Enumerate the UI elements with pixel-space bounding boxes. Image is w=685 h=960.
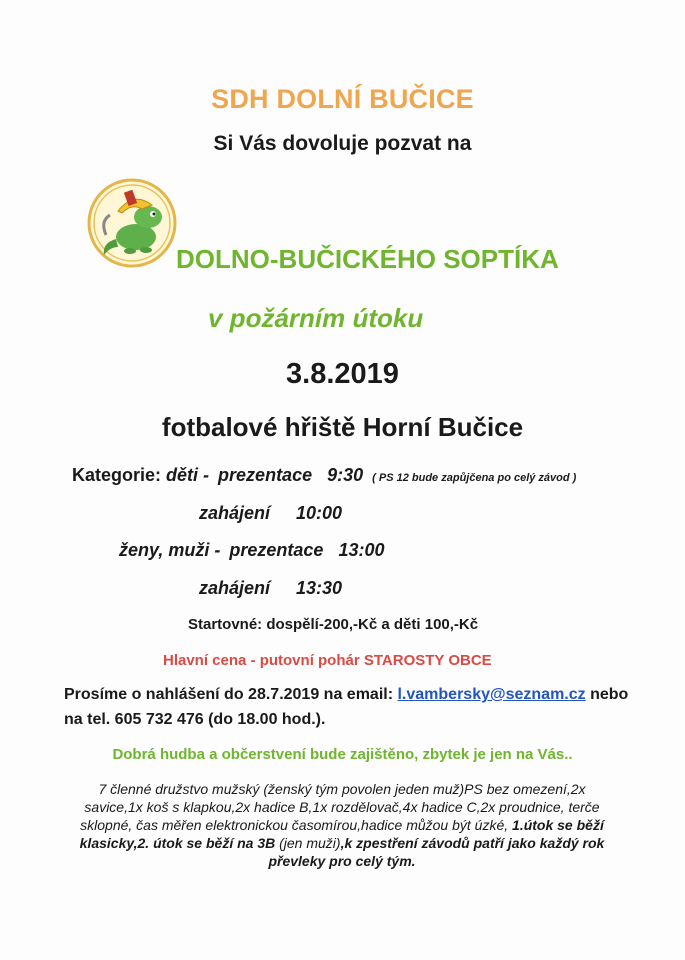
rules-text-1: 7 členné družstvo mužský (ženský tým povolen jeden muž)PS bez omezení,2x savice,1x koš s klapkou,2x hadice B,1x rozdělovač,4x hadice C,2x proudnice, terče sklopné, čas měřen elektronickou časomírou,hadice můžou být úzké,: [80, 781, 600, 833]
kids-start-label: zahájení: [199, 503, 271, 523]
kids-registration-label: prezentace: [218, 465, 313, 485]
schedule-label: Kategorie:: [72, 465, 162, 485]
registration-line-2: na tel. 605 732 476 (do 18.00 hod.).: [64, 711, 326, 728]
kids-registration-time: 9:30: [327, 465, 364, 485]
entry-fee: Startovné: dospělí-200,-Kč a děti 100,-Kč: [188, 616, 479, 633]
schedule-row-kids-registration: [72, 465, 576, 486]
email-link[interactable]: l.vambersky@seznam.cz: [397, 686, 586, 703]
adults-registration-label: prezentace: [229, 540, 324, 560]
rules-bold-2: ,k zpestření závodů patří jako každý rok převleky pro celý tým.: [268, 835, 605, 869]
music-refreshments-note: Dobrá hudba a občerstvení bude zajištěno, zbytek je jen na Vás..: [112, 746, 573, 763]
adults-start-time: 13:30: [296, 578, 343, 598]
adults-group: ženy, muži -: [119, 540, 221, 560]
registration-suffix: nebo: [585, 686, 629, 703]
kids-note: ( PS 12 bude zapůjčena po celý závod ): [372, 472, 577, 484]
registration-prefix: Prosíme o nahlášení do 28.7.2019 na email:: [64, 686, 398, 703]
kids-group: děti -: [166, 465, 210, 485]
rules-bold-1: 1.útok se běží klasicky,2. útok se běží na 3B: [79, 817, 604, 851]
adults-registration-time: 13:00: [338, 540, 385, 560]
schedule-row-adults-registration: [119, 540, 384, 561]
competition-rules: [72, 780, 612, 870]
dragon-firefighter-icon: [86, 177, 178, 269]
organizer-title: SDH DOLNÍ BUČICE: [211, 84, 474, 114]
main-prize: Hlavní cena - putovní pohár STAROSTY OBCE: [163, 652, 492, 669]
event-discipline: v požárním útoku: [208, 303, 424, 333]
event-date: 3.8.2019: [286, 358, 399, 390]
event-name: DOLNO-BUČICKÉHO SOPTÍKA: [176, 244, 559, 274]
adults-start-label: zahájení: [199, 578, 271, 598]
event-venue: fotbalové hřiště Horní Bučice: [161, 412, 524, 442]
rules-text-2: (jen muži): [275, 835, 341, 851]
registration-line-1: [64, 686, 628, 704]
invitation-line: Si Vás dovoluje pozvat na: [213, 132, 472, 155]
kids-start-time: 10:00: [296, 503, 343, 523]
